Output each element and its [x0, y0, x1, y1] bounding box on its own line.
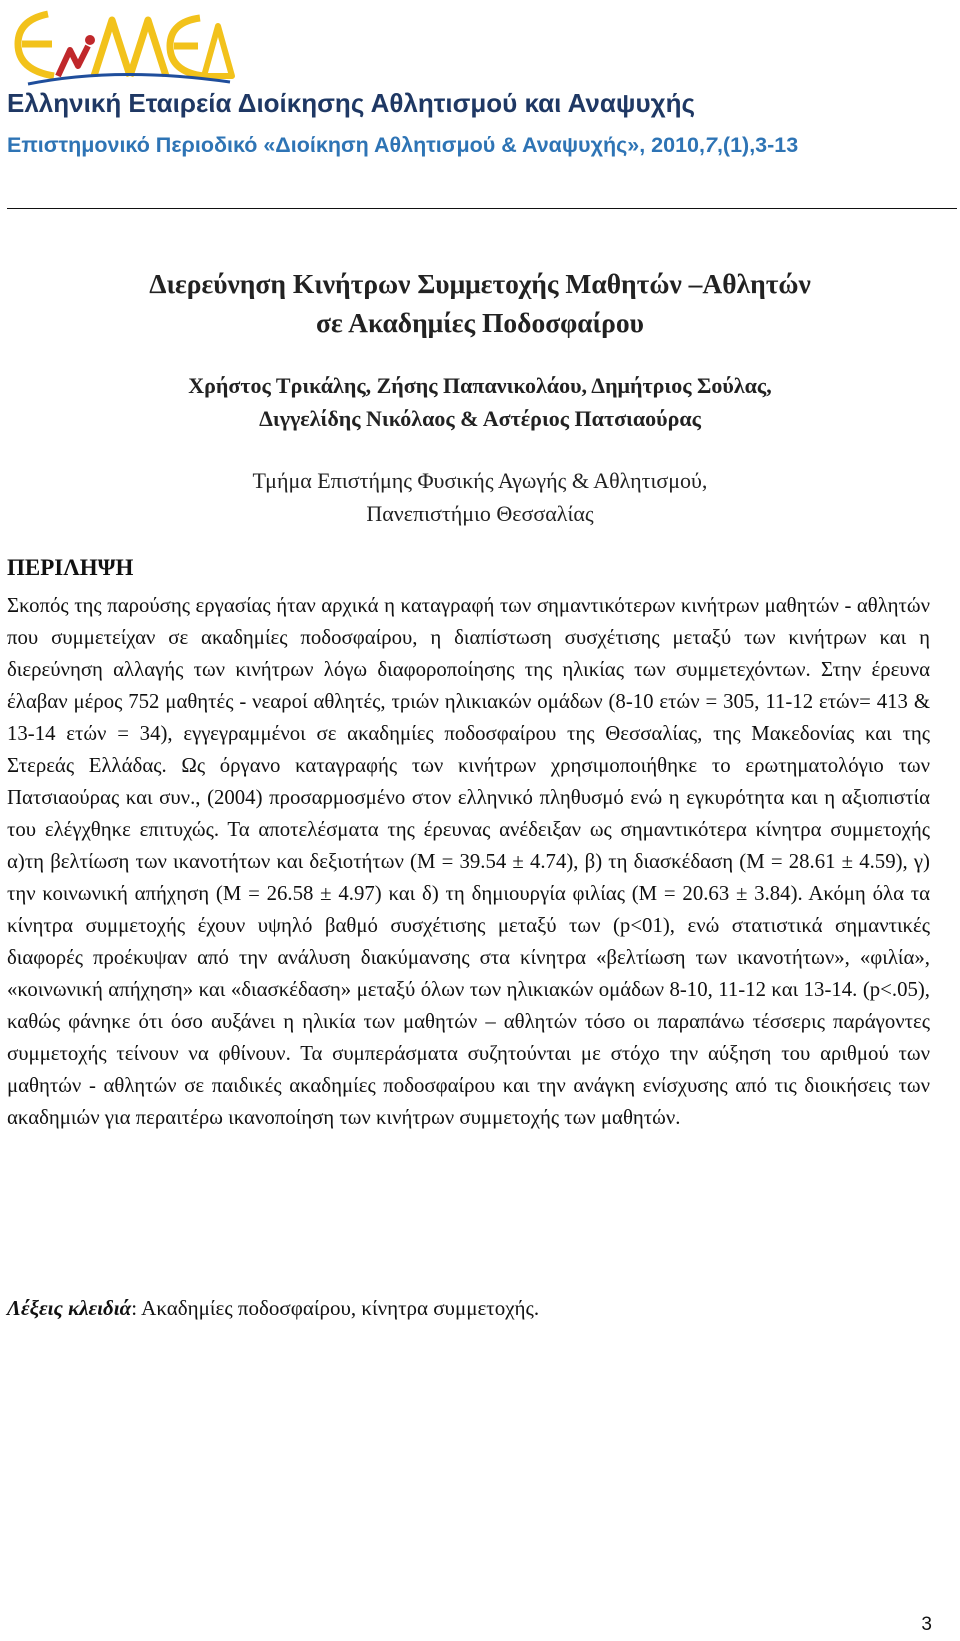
title-line-1: Διερεύνηση Κινήτρων Συμμετοχής Μαθητών –Αθλητών: [149, 268, 811, 299]
page-number: 3: [921, 1614, 932, 1635]
header-divider: [7, 208, 957, 209]
journal-citation: [7, 133, 798, 158]
article-authors: [0, 369, 960, 435]
authors-line-2: Διγγελίδης Νικόλαος & Αστέριος Πατσιαούρας: [259, 406, 701, 431]
society-logo: [8, 6, 236, 88]
keywords-separator: :: [131, 1296, 138, 1320]
journal-main: Επιστημονικό Περιοδικό «Διοίκηση Αθλητισμού & Αναψυχής», 2010,: [7, 133, 705, 157]
journal-issue-pages: ,(1),3-13: [716, 133, 799, 157]
abstract-body: Σκοπός της παρούσης εργασίας ήταν αρχικά η καταγραφή των σημαντικότερων κινήτρων μαθητών - αθλητών που συμμετείχαν σε ακαδημίες ποδοσφαίρου, η διαπίστωση συσχέτισης μεταξύ των κινήτρων και η διερεύνηση αλλαγής των κινήτρων λόγω διαφοροποίησης της ηλικίας των συμμετεχόντων. Στην έρευνα έλαβαν μέρος 752 μαθητές - νεαροί αθλητές, τριών ηλικιακών ομάδων (8-10 ετών = 305, 11-12 ετών= 413 & 13-14 ετών = 34), εγγεγραμμένοι σε ακαδημίες ποδοσφαίρου της Θεσσαλίας, της Μακεδονίας και της Στερεάς Ελλάδας. Ως όργανο καταγραφής των κινήτρων χρησιμοποιήθηκε το ερωτηματολόγιο των Πατσιαούρας και συν., (2004) προσαρμοσμένο στον ελληνικό πληθυσμό ενώ η εγκυρότητα και η αξιοπιστία του ελέγχθηκε επιτυχώς. Τα αποτελέσματα της έρευνας ανέδειξαν ως σημαντικότερα κίνητρα συμμετοχής α)τη βελτίωση των ικανοτήτων και δεξιοτήτων (M = 39.54 ± 4.74), β) τη διασκέδαση (M = 28.61 ± 4.59), γ) την κοινωνική απήχηση (M = 26.58 ± 4.97) και δ) τη δημιουργία φιλίας (M = 20.63 ± 3.84). Ακόμη όλα τα κίνητρα συμμετοχής έχουν υψηλό βαθμό συσχέτισης μεταξύ των (p<01), ενώ στατιστικά σημαντικές διαφορές προέκυψαν από την ανάλυση διακύμανσης στα κίνητρα «βελτίωση των ικανοτήτων», «φιλία», «κοινωνική απήχηση» και «διασκέδαση» μεταξύ όλων των ηλικιακών ομάδων 8-10, 11-12 και 13-14. (p<.05), καθώς φάνηκε ότι όσο αυξάνει η ηλικία των μαθητών – αθλητών τόσο οι παραπάνω τέσσερις παράγοντες συμμετοχής τείνουν να φθίνουν. Τα συμπεράσματα συζητούνται με στόχο την αύξηση του αριθμού των μαθητών - αθλητών σε παιδικές ακαδημίες ποδοσφαίρου και την ανάγκη ενίσχυσης από τις διοικήσεις των ακαδημιών για περαιτέρω ικανοποίηση των κινήτρων συμμετοχής των μαθητών.: [7, 594, 930, 1129]
logo-graphic: [8, 6, 236, 88]
keywords: [7, 1296, 539, 1321]
keywords-label: Λέξεις κλειδιά: [7, 1296, 132, 1320]
affiliation-line-1: Τμήμα Επιστήμης Φυσικής Αγωγής & Αθλητισμού,: [252, 468, 708, 493]
title-line-2: σε Ακαδημίες Ποδοσφαίρου: [316, 307, 644, 338]
authors-line-1: Χρήστος Τρικάλης, Ζήσης Παπανικολάου, Δημήτριος Σούλας,: [188, 373, 772, 398]
society-name: Ελληνική Εταιρεία Διοίκησης Αθλητισμού και Αναψυχής: [7, 88, 695, 118]
journal-volume: 7: [704, 133, 717, 157]
article-title: [0, 264, 960, 342]
author-affiliation: [0, 464, 960, 530]
affiliation-line-2: Πανεπιστήμιο Θεσσαλίας: [366, 501, 594, 526]
keywords-text: Ακαδημίες ποδοσφαίρου, κίνητρα συμμετοχής.: [137, 1296, 540, 1320]
abstract-heading: ΠΕΡΙΛΗΨΗ: [7, 555, 134, 580]
